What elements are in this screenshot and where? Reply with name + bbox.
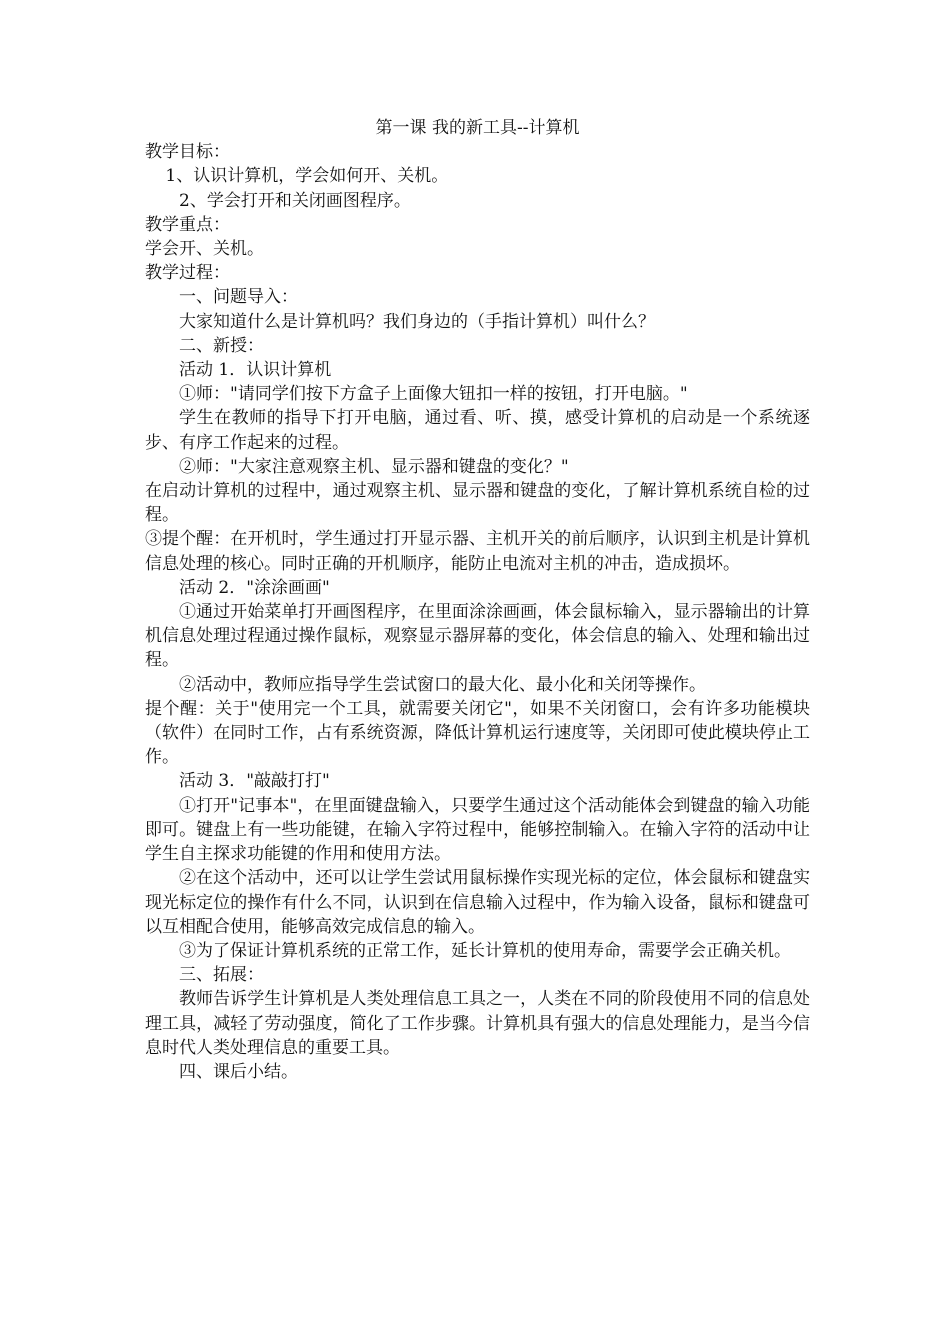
section-heading-process: 教学过程： (145, 263, 230, 284)
paragraph: ②活动中，教师应指导学生尝试窗口的最大化、最小化和关闭等操作。 (179, 674, 706, 695)
lesson-document (145, 116, 810, 1084)
paragraph: ③提个醒：在开机时，学生通过打开显示器、主机开关的前后顺序，认识到主机是计算机信息处理的核心。同时正确的开机顺序，能防止电流对主机的冲击，造成损坏。 (145, 529, 810, 574)
paragraph: ①打开"记事本"，在里面键盘输入，只要学生通过这个活动能体会到键盘的输入功能即可。键盘上有一些功能键，在输入字符过程中，能够控制输入。在输入字符的活动中让学生自主探求功能键的作用和使用方法。 (145, 795, 810, 865)
paragraph: 在启动计算机的过程中，通过观察主机、显示器和键盘的变化，了解计算机系统自检的过程。 (145, 481, 810, 526)
paragraph: 教师告诉学生计算机是人类处理信息工具之一，人类在不同的阶段使用不同的信息处理工具，减轻了劳动强度，简化了工作步骤。计算机具有强大的信息处理能力，是当今信息时代人类处理信息的重要工具。 (145, 989, 810, 1058)
paragraph: 提个醒：关于"使用完一个工具，就需要关闭它"，如果不关闭窗口，会有许多功能模块（软件）在同时工作，占有系统资源，降低计算机运行速度等，关闭即可使此模块停止工作。 (145, 698, 810, 768)
subheading: 三、拓展： (179, 965, 264, 986)
section-heading-keypoints: 教学重点： (145, 214, 230, 235)
paragraph: ③为了保证计算机系统的正常工作，延长计算机的使用寿命，需要学会正确关机。 (179, 940, 791, 961)
subheading: 四、课后小结。 (179, 1061, 298, 1082)
paragraph: 学会开、关机。 (145, 239, 264, 260)
paragraph: 大家知道什么是计算机吗？我们身边的（手指计算机）叫什么？ (179, 311, 655, 332)
paragraph: ①师："请同学们按下方盒子上面像大钮扣一样的按钮，打开电脑。" (179, 384, 688, 405)
objective-item: 1、认识计算机，学会如何开、关机。 (165, 166, 449, 187)
paragraph: ①通过开始菜单打开画图程序，在里面涂涂画画，体会鼠标输入，显示器输出的计算机信息处理过程通过操作鼠标，观察显示器屏幕的变化，体会信息的输入、处理和输出过程。 (145, 602, 810, 671)
subheading: 一、问题导入： (179, 287, 298, 308)
subheading: 二、新授： (179, 335, 264, 356)
objective-item: 2、学会打开和关闭画图程序。 (179, 190, 411, 211)
section-heading-objectives: 教学目标： (145, 142, 230, 163)
activity-heading: 活动 1．认识计算机 (179, 360, 332, 381)
paragraph: 学生在教师的指导下打开电脑，通过看、听、摸，感受计算机的启动是一个系统逐步、有序工作起来的过程。 (145, 408, 810, 453)
activity-heading: 活动 3．"敲敲打打" (179, 771, 330, 792)
page-title: 第一课 我的新工具--计算机 (375, 118, 580, 138)
activity-heading: 活动 2．"涂涂画画" (179, 577, 330, 598)
paragraph: ②在这个活动中，还可以让学生尝试用鼠标操作实现光标的定位，体会鼠标和键盘实现光标定位的操作有什么不同，认识到在信息输入过程中，作为输入设备，鼠标和键盘可以互相配合使用，能够高效完成信息的输入。 (145, 868, 810, 937)
paragraph: ②师："大家注意观察主机、显示器和键盘的变化？" (179, 456, 569, 477)
